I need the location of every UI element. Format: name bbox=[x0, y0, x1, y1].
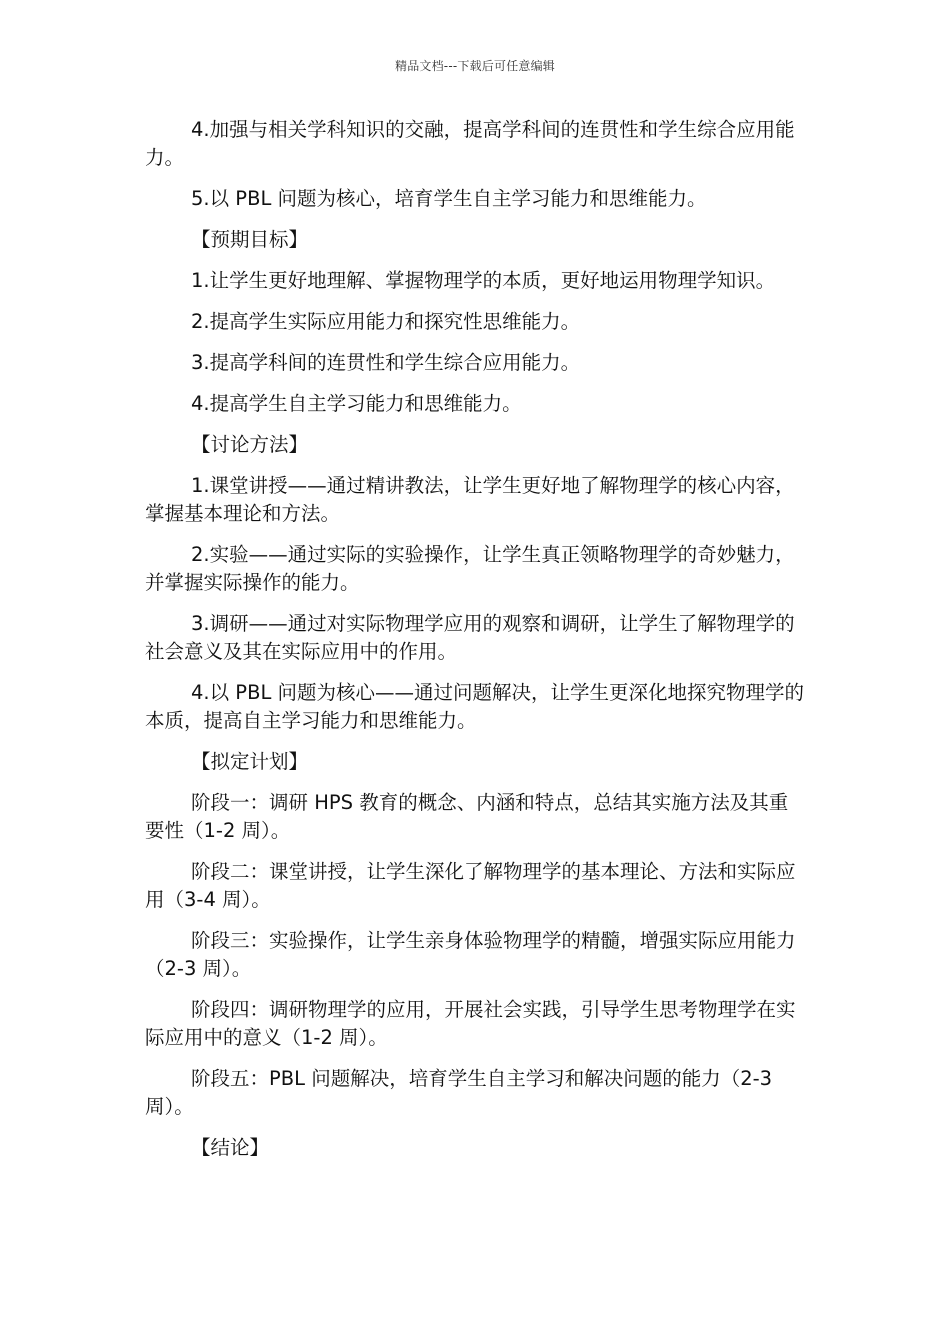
paragraph: 阶段三：实验操作，让学生亲身体验物理学的精髓，增强实际应用能力（2-3 周）。 bbox=[145, 929, 796, 980]
paragraph: 2.实验——通过实际的实验操作，让学生真正领略物理学的奇妙魅力，并掌握实际操作的能力。 bbox=[145, 543, 795, 594]
paragraph: 阶段四：调研物理学的应用，开展社会实践，引导学生思考物理学在实际应用中的意义（1-2 周）。 bbox=[145, 998, 796, 1049]
paragraph: 1.让学生更好地理解、掌握物理学的本质，更好地运用物理学知识。 bbox=[191, 269, 776, 292]
paragraph: 4.提高学生自主学习能力和思维能力。 bbox=[191, 392, 522, 415]
paragraph: 4.以 PBL 问题为核心——通过问题解决，让学生更深化地探究物理学的本质，提高自主学习能力和思维能力。 bbox=[145, 681, 805, 732]
page-header: 精品文档---下载后可任意编辑 bbox=[395, 59, 555, 73]
section-heading-discussion-methods: 【讨论方法】 bbox=[191, 433, 309, 456]
paragraph: 3.调研——通过对实际物理学应用的观察和调研，让学生了解物理学的社会意义及其在实际应用中的作用。 bbox=[145, 612, 795, 663]
paragraph: 5.以 PBL 问题为核心，培育学生自主学习能力和思维能力。 bbox=[191, 187, 707, 210]
document-body bbox=[145, 116, 805, 1175]
paragraph: 阶段一：调研 HPS 教育的概念、内涵和特点，总结其实施方法及其重要性（1-2 周）。 bbox=[145, 791, 789, 842]
section-heading-plan: 【拟定计划】 bbox=[191, 750, 309, 773]
paragraph: 阶段五：PBL 问题解决，培育学生自主学习和解决问题的能力（2-3 周）。 bbox=[145, 1067, 773, 1118]
paragraph: 阶段二：课堂讲授，让学生深化了解物理学的基本理论、方法和实际应用（3-4 周）。 bbox=[145, 860, 796, 911]
paragraph: 3.提高学科间的连贯性和学生综合应用能力。 bbox=[191, 351, 581, 374]
section-heading-expected-goals: 【预期目标】 bbox=[191, 228, 309, 251]
section-heading-conclusion: 【结论】 bbox=[191, 1136, 270, 1159]
paragraph: 4.加强与相关学科知识的交融，提高学科间的连贯性和学生综合应用能力。 bbox=[145, 118, 795, 169]
paragraph: 2.提高学生实际应用能力和探究性思维能力。 bbox=[191, 310, 581, 333]
paragraph: 1.课堂讲授——通过精讲教法，让学生更好地了解物理学的核心内容，掌握基本理论和方法。 bbox=[145, 474, 795, 525]
